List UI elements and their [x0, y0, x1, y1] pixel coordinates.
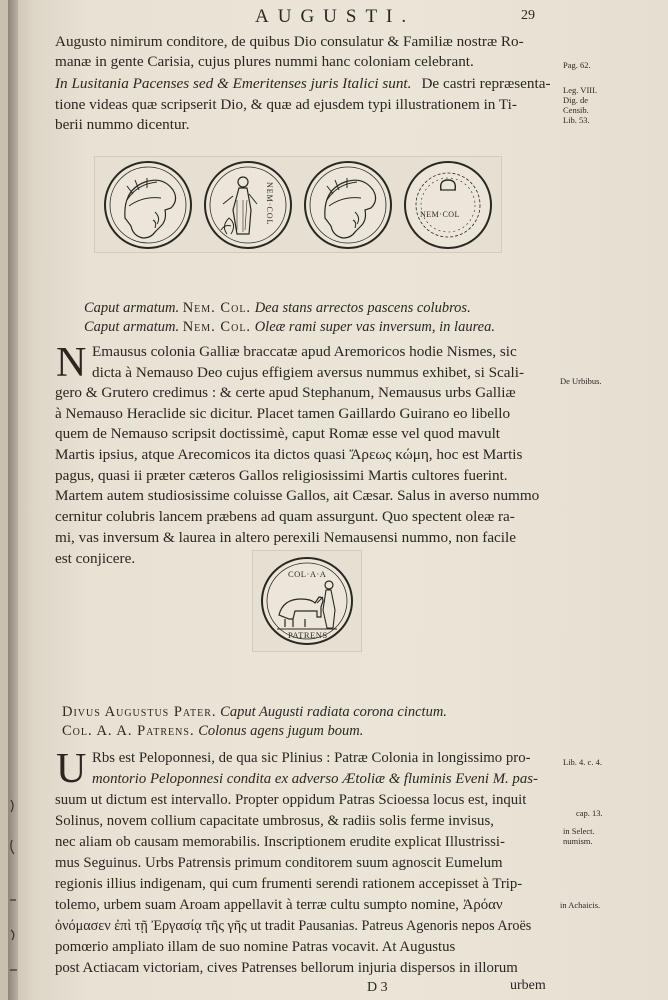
margin-note: De Urbibus.: [560, 376, 602, 386]
coin-caption: Caput armatum. Nem. Col. Oleæ rami super vas inversum, in laurea.: [84, 319, 495, 335]
text-line: ὀνόμασεν ἐπὶ τῇ Ἐργασίᾳ τῆς γῆς ut tradit Pausanias. Patreus Agenoris nepos Aroës: [55, 918, 532, 934]
text-line: tolemo, urbem suam Aroam appellavit à terræ cultu sumpto nomine, Ἀρόαν: [55, 897, 503, 913]
text-line: pagus, quasi ii præter cæteros Gallos religiosissimi Martis cultores fuerint.: [55, 467, 508, 484]
coin-legend: NEM·COL: [265, 182, 274, 226]
margin-note: cap. 13.: [576, 808, 603, 818]
catchword: urbem: [510, 978, 546, 993]
page-number: 29: [521, 8, 535, 23]
signature-mark: D 3: [367, 980, 388, 995]
margin-note: Pag. 62.: [563, 60, 591, 70]
text-line: post Actiacam victoriam, cives Patrenses bellorum injuria dispersos in illorum: [55, 960, 518, 976]
coin-standing-goddess: [203, 160, 293, 250]
text-line: mi, vas inversum & laurea in altero perexili Nemausensi nummo, non facile: [55, 529, 516, 546]
gutter-bleed-marks: [8, 780, 20, 1000]
margin-note: Lib. 4. c. 4.: [563, 757, 602, 767]
text-line: Emausus colonia Galliæ braccatæ apud Aremoricos hodie Nismes, sic: [92, 343, 517, 360]
text-line: nec aliam ob causam memorabilis. Inscriptionem erudite explicat Illustrissi-: [55, 834, 505, 850]
text-line: berii nummo dicentur.: [55, 116, 190, 133]
text-line: manæ in gente Carisia, cujus plures nummi hanc coloniam celebrant.: [55, 53, 474, 70]
coin-plate: [94, 156, 502, 253]
coin-caption: Caput armatum. Nem. Col. Dea stans arrectos pascens colubros.: [84, 300, 471, 316]
margin-note: in Achaicis.: [560, 900, 601, 910]
drop-cap: U: [56, 746, 87, 792]
text-line: suum ut dictum est intervallo. Propter oppidum Patras Scioessa locus est, inquit: [55, 792, 527, 808]
coin-caption: Divus Augustus Pater. Caput Augusti radiata corona cinctum.: [62, 704, 447, 720]
text-line: Rbs est Peloponnesi, de qua sic Plinius : Patræ Colonia in longissimo pro-: [92, 750, 531, 766]
running-title: AUGUSTI.: [255, 6, 416, 27]
text-line: regionis illius indigenam, qui cum frumenti serendi rationem accepisset à Trip-: [55, 876, 523, 892]
text-line: gero & Grutero credimus : & certe apud Stephanum, Nemausus urbs Galliæ: [55, 384, 516, 401]
text-line: cernitur colubris lancem præbens ad quam assurgunt. Quo spectent oleæ ra-: [55, 508, 515, 525]
drop-cap: N: [56, 340, 87, 386]
margin-note: Leg. VIII. Dig. de Censib. Lib. 53.: [563, 85, 598, 125]
text-line: tione videas quæ scripserit Dio, & quæ ad ejusdem typi illustrationem in Ti-: [55, 96, 517, 113]
text-line: mus Seguinus. Urbs Patrensis primum conditorem suum agnoscit Eumelum: [55, 855, 503, 871]
text-line: Martem autem studiosissime coluisse Gallos, ait Cæsar. Salus in averso nummo: [55, 487, 540, 504]
coin-helmeted-head: [103, 160, 193, 250]
text-line: à Nemauso Heraclide sic dicitur. Placet tamen Gaillardo Guirano eo libello: [55, 405, 511, 422]
coin-legend: NEM·COL: [420, 210, 460, 219]
text-line: Solinus, novem collium capacitate umbrosus, & radiis solis ferme invisus,: [55, 813, 494, 829]
coin-legend: PATRENS: [288, 630, 328, 640]
text-line: In Lusitania Pacenses sed & Emeritenses juris Italici sunt. De castri repræsenta-: [55, 75, 551, 92]
coin-laurel-wreath: [403, 160, 493, 250]
text-line: Augusto nimirum conditore, de quibus Dio consulatur & Familiæ nostræ Ro-: [55, 33, 524, 50]
coin-plate: [252, 550, 362, 652]
coin-helmeted-head: [303, 160, 393, 250]
coin-caption: Col. A. A. Patrens. Colonus agens jugum boum.: [62, 723, 364, 739]
text-line: pomœrio ampliato illam de suo nomine Patras vocavit. At Augustus: [55, 939, 456, 955]
text-line: quem de Nemauso scripsit doctissimè, caput Romæ esse vel quod mavult: [55, 425, 501, 442]
margin-note: in Select. numism.: [563, 826, 595, 846]
text-line: dicta à Nemauso Deo cujus effigiem aversus nummus exhibet, si Scali-: [92, 364, 525, 381]
text-line: est conjicere.: [55, 550, 136, 567]
coin-legend: COL·A·A: [288, 569, 327, 579]
text-line: Martis ipsius, atque Arecomicos ita dictos quasi Ἄρεως κώμη, hoc est Martis: [55, 446, 523, 463]
text-line: montorio Peloponnesi condita ex adverso Ætoliæ & fluminis Eveni M. pas-: [92, 771, 538, 787]
